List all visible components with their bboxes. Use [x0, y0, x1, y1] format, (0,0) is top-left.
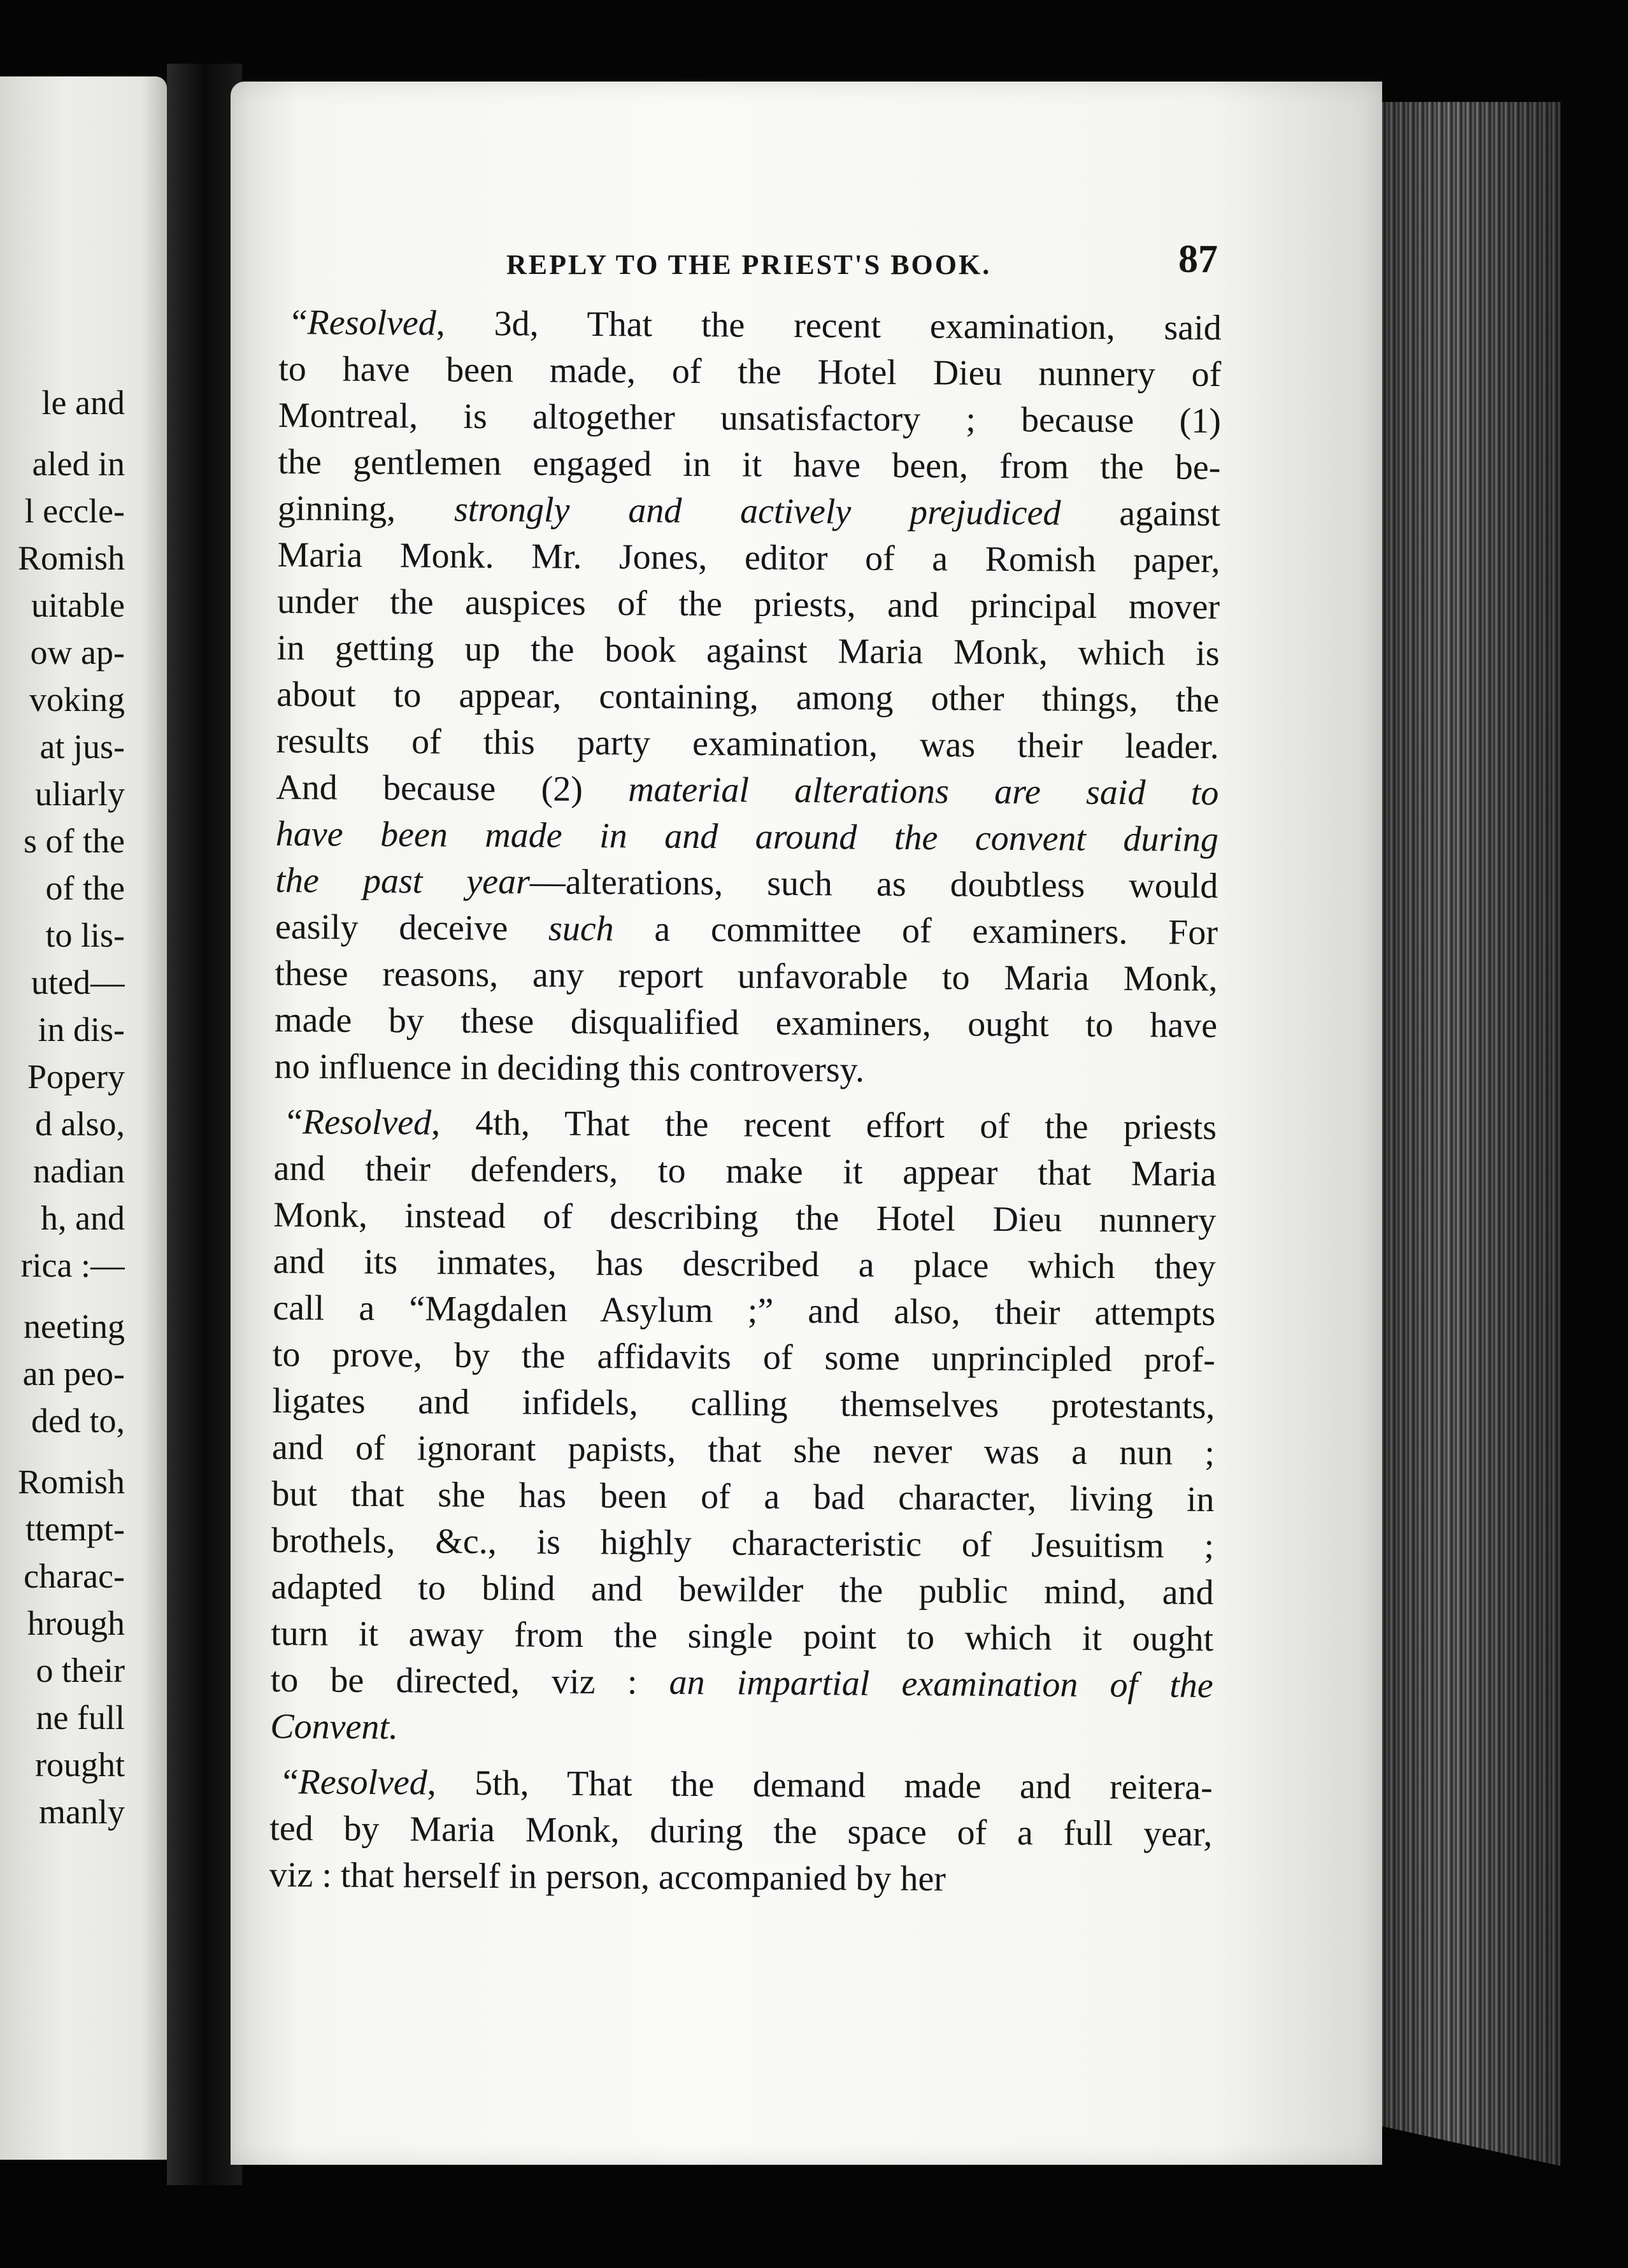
paragraph: [274, 299, 1222, 1096]
previous-page-line: voking: [29, 680, 125, 719]
previous-page-line: le and: [41, 384, 125, 422]
previous-page-line: hrough: [27, 1604, 125, 1642]
text-run: and its inmates, has described a place which they: [273, 1241, 1216, 1288]
previous-page-line: at jus-: [39, 728, 125, 766]
italic-text: strongly and actively prejudiced: [453, 489, 1061, 533]
text-line: [277, 532, 1220, 584]
previous-page-line: rica :—: [20, 1246, 125, 1284]
previous-page-line: of the: [45, 869, 125, 907]
text-line: [275, 904, 1218, 956]
text-run: ted by Maria Monk, during the space of a full year,: [269, 1808, 1213, 1854]
italic-text: have been made in and around the convent during: [275, 814, 1219, 860]
text-line: [279, 299, 1222, 352]
text-line: [276, 764, 1218, 817]
text-run: —alterations, such as doubtless would: [529, 862, 1218, 907]
italic-text: Resolved: [307, 303, 436, 343]
italic-text: the past year: [275, 860, 531, 902]
italic-text: material alterations are said to: [627, 770, 1219, 814]
page-number: 87: [1178, 238, 1218, 281]
previous-page-line: s of the: [24, 822, 125, 860]
text-line: [278, 392, 1221, 445]
text-run: to prove, by the affidavits of some unprincipled prof-: [272, 1334, 1216, 1381]
text-line: [275, 858, 1218, 910]
previous-page-text: [0, 379, 125, 1835]
text-run: turn it away from the single point to which it ought: [271, 1613, 1214, 1660]
previous-page-line: ded to,: [31, 1402, 125, 1440]
text-run: And because (2): [276, 767, 629, 810]
text-line: [270, 1704, 1213, 1756]
text-run: Monk, instead of describing the Hotel Dieu nunnery: [273, 1195, 1217, 1241]
previous-page-line: d also,: [35, 1105, 125, 1143]
text-run: , 3d, That the recent examination, said: [436, 303, 1222, 348]
text-line: [271, 1611, 1213, 1663]
text-line: [276, 671, 1219, 724]
text-run: against: [1060, 493, 1221, 535]
text-line: [276, 718, 1219, 770]
text-line: [276, 625, 1219, 677]
previous-page-line: uitable: [31, 586, 125, 624]
text-run: no influence in deciding this controversy.: [274, 1046, 865, 1090]
italic-text: an impartial examination of the: [669, 1662, 1213, 1705]
text-run: viz : that herself in person, accompanied by her: [269, 1855, 946, 1899]
text-run: but that she has been of a bad character, living in: [271, 1474, 1215, 1520]
previous-page-line: l eccle-: [24, 492, 125, 530]
text-run: “: [291, 303, 308, 343]
text-line: [270, 1759, 1213, 1811]
text-line: [275, 997, 1217, 1049]
text-run: “: [286, 1102, 303, 1142]
previous-page-line: nadian: [33, 1152, 125, 1190]
previous-page-line: neeting: [24, 1307, 125, 1346]
text-line: [272, 1425, 1215, 1477]
previous-page-line: charac-: [24, 1557, 125, 1595]
text-line: [271, 1518, 1214, 1570]
text-run: under the auspices of the priests, and principal mover: [276, 581, 1220, 628]
text-line: [269, 1805, 1212, 1858]
previous-page-line: ow ap-: [30, 633, 125, 671]
previous-page-line: manly: [39, 1793, 125, 1831]
text-line: [271, 1564, 1213, 1616]
text-run: “: [282, 1762, 299, 1802]
text-run: the gentlemen engaged in it have been, from the be-: [278, 441, 1221, 488]
text-run: to have been made, of the Hotel Dieu nunnery of: [278, 348, 1222, 395]
text-run: these reasons, any report unfavorable to Maria Monk,: [275, 953, 1218, 1000]
paragraph: [269, 1759, 1213, 1904]
text-run: in getting up the book against Maria Monk, which is: [276, 628, 1220, 674]
previous-page-line: Romish: [17, 1463, 125, 1501]
running-header: REPLY TO THE PRIEST'S BOOK.: [506, 249, 992, 280]
text-run: ligates and infidels, calling themselves protestants,: [272, 1381, 1215, 1427]
text-line: [275, 951, 1217, 1003]
text-line: [271, 1471, 1214, 1523]
italic-text: Resolved: [298, 1762, 427, 1803]
italic-text: Resolved: [302, 1102, 432, 1143]
text-run: adapted to blind and bewilder the public mind, and: [271, 1567, 1214, 1613]
text-run: , 4th, That the recent effort of the priests: [431, 1103, 1217, 1148]
previous-page-line: uliarly: [35, 775, 125, 813]
italic-text: Convent.: [270, 1706, 399, 1748]
previous-page-line: aled in: [32, 445, 125, 483]
previous-page-fragment: [0, 76, 167, 2160]
text-line: [273, 1145, 1216, 1198]
text-line: [273, 1285, 1215, 1337]
text-run: , 5th, That the demand made and reitera-: [427, 1763, 1213, 1807]
previous-page-line: an peo-: [22, 1354, 125, 1393]
text-line: [273, 1331, 1215, 1384]
previous-page-line: in dis-: [38, 1010, 125, 1049]
paragraph: [270, 1099, 1217, 1756]
text-line: [278, 439, 1220, 491]
previous-page-line: uted—: [31, 963, 125, 1001]
text-line: [277, 578, 1220, 631]
text-run: brothels, &c., is highly characteristic of Jesuitism ;: [271, 1520, 1215, 1567]
page-edges-shade: [1376, 102, 1560, 2166]
text-run: call a “Magdalen Asylum ;” and also, their attempts: [273, 1288, 1216, 1334]
previous-page-line: ne full: [36, 1698, 125, 1737]
text-run: Montreal, is altogether unsatisfactory ; because (1): [278, 395, 1222, 441]
text-run: made by these disqualified examiners, ought to have: [274, 1000, 1218, 1046]
text-line: [273, 1192, 1216, 1244]
text-line: [271, 1657, 1213, 1709]
text-run: ginning,: [277, 488, 455, 529]
text-line: [276, 811, 1218, 863]
text-line: [269, 1852, 1212, 1904]
previous-page-line: ttempt-: [25, 1510, 125, 1548]
text-line: [273, 1238, 1216, 1291]
text-run: Maria Monk. Mr. Jones, editor of a Romish paper,: [277, 535, 1220, 581]
page-body-text: [269, 299, 1222, 1904]
text-line: [274, 1099, 1217, 1151]
text-run: results of this party examination, was their leader.: [276, 721, 1219, 767]
previous-page-line: Popery: [27, 1058, 125, 1096]
previous-page-line: Romish: [17, 539, 125, 577]
previous-page-line: to lis-: [45, 916, 125, 954]
text-line: [278, 346, 1221, 398]
previous-page-line: rought: [35, 1746, 125, 1784]
text-run: easily deceive: [275, 907, 549, 949]
text-run: a committee of examiners. For: [613, 909, 1218, 953]
previous-page-line: o their: [36, 1651, 125, 1690]
text-line: [272, 1378, 1215, 1430]
text-run: and their defenders, to make it appear that Maria: [273, 1148, 1217, 1195]
text-run: and of ignorant papists, that she never was a nun ;: [271, 1427, 1215, 1474]
text-line: [278, 485, 1220, 538]
text-run: to be directed, viz :: [270, 1660, 669, 1702]
previous-page-line: h, and: [41, 1199, 125, 1237]
italic-text: such: [548, 908, 614, 949]
text-line: [274, 1044, 1217, 1096]
text-run: about to appear, containing, among other things, the: [276, 674, 1220, 721]
